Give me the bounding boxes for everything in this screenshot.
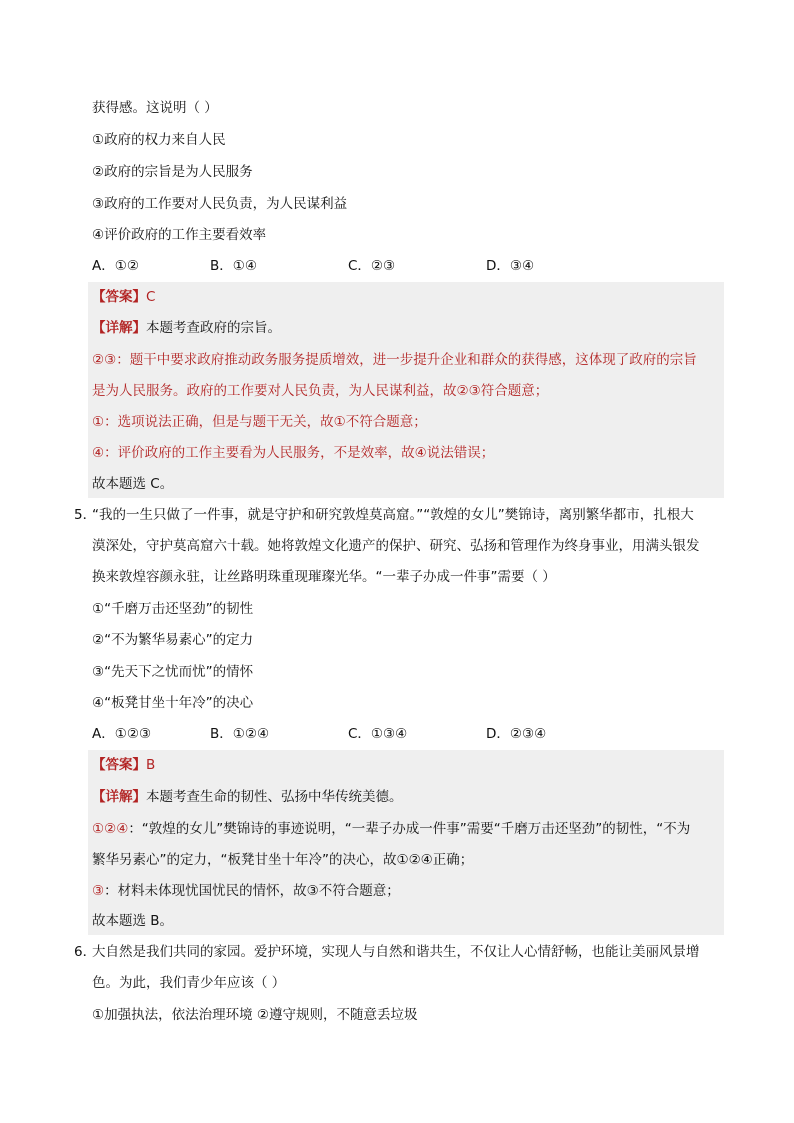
question-4-answer-box <box>88 282 724 498</box>
question-4-stem-tail: 获得感。这说明（ ） <box>92 100 218 116</box>
explanation-1-text: ：题干中要求政府推动政务服务提质增效，进一步提升企业和群众的获得感，这体现了政府的宗旨 <box>116 352 697 368</box>
choice-d: D．②③④ <box>486 726 547 742</box>
choice-b: B．①②④ <box>210 726 270 742</box>
explanation-3 <box>92 443 494 463</box>
choice-c: C．①③④ <box>348 726 408 742</box>
explanation-1-line-1 <box>92 350 697 370</box>
explanation-1-line-1 <box>92 819 690 839</box>
detail-label: 【详解】 <box>92 789 146 805</box>
explanation-3-key: ④ <box>92 445 105 461</box>
detail-label: 【详解】 <box>92 320 146 336</box>
choice-a: A．①② <box>92 258 139 274</box>
answer-label: 【答案】 <box>92 289 146 305</box>
detail-line <box>92 787 403 807</box>
question-4-option-4: ④评价政府的工作主要看效率 <box>92 227 267 243</box>
explanation-2 <box>92 412 427 432</box>
question-5-option-1: ①“千磨万击还坚劲”的韧性 <box>92 601 254 617</box>
explanation-1-line-2: 是为人民服务。政府的工作要对人民负责，为人民谋利益，故②③符合题意； <box>92 383 549 399</box>
question-5-stem-line-1: “我的一生只做了一件事，就是守护和研究敦煌莫高窟。”“敦煌的女儿”樊锦诗，离别繁华都市，扎根大 <box>92 507 694 523</box>
explanation-2-key: ③ <box>92 883 105 899</box>
explanation-2-text: ：选项说法正确，但是与题干无关，故①不符合题意； <box>104 414 427 430</box>
question-4-option-3: ③政府的工作要对人民负责，为人民谋利益 <box>92 196 348 212</box>
explanation-1-line-2: 繁华另素心”的定力，“板凳甘坐十年冷”的决心，故①②④正确； <box>92 852 474 868</box>
explanation-2 <box>92 881 400 901</box>
answer-line <box>92 287 155 307</box>
question-5-stem-line-2: 漠深处，守护莫高窟六十载。她将敦煌文化遗产的保护、研究、弘扬和管理作为终身事业，用满头银发 <box>92 538 700 554</box>
question-4-option-2: ②政府的宗旨是为人民服务 <box>92 164 253 180</box>
question-5-number: 5． <box>74 507 97 523</box>
conclusion: 故本题选 B。 <box>92 913 174 929</box>
question-5-stem-line-3: 换来敦煌容颜永驻，让丝路明珠重现璀璨光华。“一辈子办成一件事”需要（ ） <box>92 569 556 585</box>
explanation-3-text: ：评价政府的工作主要看为人民服务，不是效率，故④说法错误； <box>104 445 495 461</box>
question-6-stem-line-1: 大自然是我们共同的家园。爱护环境，实现人与自然和谐共生，不仅让人心情舒畅，也能让美丽风景增 <box>92 944 700 960</box>
answer-line <box>92 755 155 775</box>
detail-text: 本题考查政府的宗旨。 <box>146 320 281 336</box>
choice-c: C．②③ <box>348 258 396 274</box>
answer-label: 【答案】 <box>92 757 146 773</box>
answer-value: B <box>146 757 156 773</box>
question-6-options-line-1: ①加强执法，依法治理环境 ②遵守规则，不随意丢垃圾 <box>92 1007 418 1023</box>
explanation-1-text: ：“敦煌的女儿”樊锦诗的事迹说明，“一辈子办成一件事”需要“千磨万击还坚劲”的韧性，“不为 <box>128 821 691 837</box>
answer-value: C <box>146 289 156 305</box>
question-6-number: 6． <box>74 944 97 960</box>
detail-text: 本题考查生命的韧性、弘扬中华传统美德。 <box>146 789 403 805</box>
explanation-2-key: ① <box>92 414 105 430</box>
conclusion: 故本题选 C。 <box>92 476 174 492</box>
detail-line <box>92 318 281 338</box>
question-5-option-3: ③“先天下之忧而忧”的情怀 <box>92 664 254 680</box>
explanation-2-text: ：材料未体现忧国忧民的情怀，故③不符合题意； <box>104 883 400 899</box>
explanation-1-key: ①②④ <box>92 821 129 837</box>
choice-a: A．①②③ <box>92 726 152 742</box>
choice-d: D．③④ <box>486 258 535 274</box>
choice-b: B．①④ <box>210 258 257 274</box>
explanation-1-key: ②③ <box>92 352 117 368</box>
question-5-answer-box <box>88 750 724 935</box>
question-6-stem-line-2: 色。为此，我们青少年应该（ ） <box>92 975 286 991</box>
question-5-option-4: ④“板凳甘坐十年冷”的决心 <box>92 695 254 711</box>
question-4-option-1: ①政府的权力来自人民 <box>92 132 226 148</box>
question-5-option-2: ②“不为繁华易素心”的定力 <box>92 632 254 648</box>
